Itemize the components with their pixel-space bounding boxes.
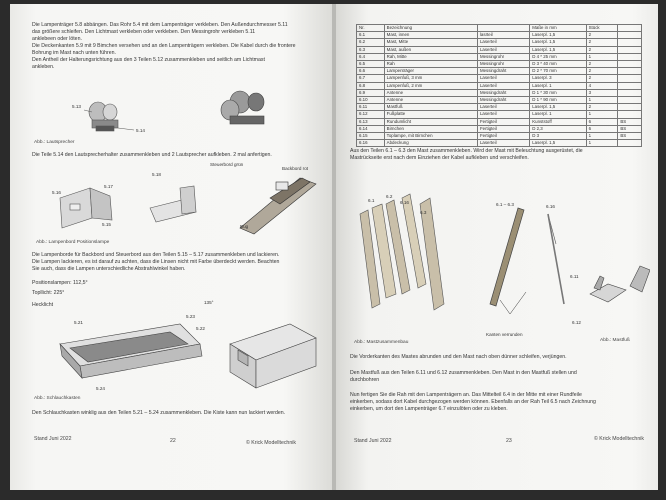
- table-row: [357, 125, 642, 132]
- table-cell: Kunststoff: [530, 118, 586, 125]
- table-cell: [618, 140, 642, 147]
- table-cell: D 1 * 90 mm: [530, 97, 586, 104]
- table-row: [357, 39, 642, 46]
- table-cell: 2: [586, 104, 618, 111]
- footer-brand-left: © Krick Modelltechnik: [246, 440, 296, 446]
- table-cell: [618, 104, 642, 111]
- table-cell: Laserteil: [477, 75, 529, 82]
- table-cell: [618, 53, 642, 60]
- label-5-17: 5.17: [104, 184, 113, 189]
- caption-mast-foot: Abb.: Mastfuß: [600, 338, 630, 343]
- table-cell: Laserteil: [477, 111, 529, 118]
- table-cell: [618, 32, 642, 39]
- table-header-row: [357, 25, 642, 32]
- page-number-left: 22: [170, 438, 176, 444]
- label-6-1: 6.1: [368, 198, 375, 203]
- table-cell: Lampenfuß, 3 mm: [384, 75, 477, 82]
- table-cell: 2: [586, 39, 618, 46]
- table-cell: 6.10: [357, 97, 385, 104]
- page-22: [10, 4, 332, 490]
- intro-paragraph: Die Lampenträger 5.8 abbängen. Das Rohr 5.4 mit dem Lampenträger verkleben. Den Außendurchmesser 5.11 das größere schleifen. Den Lichtmast verkleben oder verkleben. Den Messingrohr verkleben 5.11 anklebeen oder löten. Die Deckenkanten 5.9 mit 9 Bimchen versehen und an den Lampenträgern verkleben. Die Kabel durch die frontere Bohrung im Mast nach unten führen. Den Antheil der Halterungsrichtung aus den 3 Teilen 5.12 zusammenkleben und seitlich am Lichtmast ankleben.: [32, 22, 296, 70]
- label-6-2: 6.2: [386, 194, 393, 199]
- mast-paragraph: Aus den Teilen 6.1 – 6.3 den Mast zusammenkleben. Wird der Mast mit Beleuchtung ausgerüstet, die Mastrückseite erst nach dem Einziehen der Kabel aufkleben und verschleifen.: [350, 148, 583, 161]
- label-5-21: 5.21: [74, 320, 83, 325]
- table-row: [357, 104, 642, 111]
- table-cell: 6.15: [357, 133, 385, 140]
- table-cell: 3: [586, 89, 618, 96]
- table-row: [357, 32, 642, 39]
- table-cell: Laserpl. 1,5: [530, 32, 586, 39]
- table-cell: Laserteil: [477, 140, 529, 147]
- table-cell: D 1 * 30 mm: [530, 89, 586, 96]
- table-cell: 6.7: [357, 75, 385, 82]
- label-135: 135°: [204, 300, 214, 305]
- col-extra: [618, 25, 642, 32]
- mast-assembly-drawing: [350, 174, 650, 334]
- label-6-12: 6.12: [572, 320, 581, 325]
- table-cell: 6.5: [357, 61, 385, 68]
- label-6-1-6-3: 6.1 – 6.3: [496, 202, 514, 207]
- lamp-paragraph: Die Lampenborde für Backbord und Steuerbord aus den Teilen 5.15 – 5.17 zusammenkleben und lackieren. Die Lampen lackieren, es ist darauf zu achten, dass die Linsen nicht mit Farbe überdeckt werden. Beachten Sie auch, dass die Lampen unterschiedliche Abstrahlwinkel haben.: [32, 252, 280, 272]
- table-cell: 4: [586, 82, 618, 89]
- label-5-14: 5.14: [136, 128, 145, 133]
- yard-paragraph: Nun fertigen Sie die Rah mit den Lampenträgern an. Das Mittelteil 6.4 in der Mitte mit einer Rundfeile einkerben, sodass dort Kabel durchgezogen werden können. Ebenfalls an der Rah Teil 6.5 nach Zeichnung einkerben, um dort den Lampenträger 6.7 einzulöten oder zu kleben.: [350, 392, 596, 412]
- label-5-18: 5.18: [152, 172, 161, 177]
- label-5-22: 5.22: [196, 326, 205, 331]
- table-cell: Rundumlicht: [384, 118, 477, 125]
- label-5-23: 5.23: [186, 314, 195, 319]
- table-cell: 6.8: [357, 82, 385, 89]
- table-cell: 2: [586, 75, 618, 82]
- lamp-bracket-drawing: [40, 168, 320, 238]
- table-row: [357, 118, 642, 125]
- parts-table: [356, 24, 642, 147]
- table-cell: [618, 82, 642, 89]
- page-23: [336, 4, 658, 490]
- page-number-right: 23: [506, 438, 512, 444]
- table-cell: Toplampe, mit Birnchen: [384, 133, 477, 140]
- table-cell: Laserpl. 1,5: [530, 39, 586, 46]
- table-cell: Lampenträger: [384, 68, 477, 75]
- label-edges-rounded: Kanten verrunden: [486, 332, 523, 337]
- table-cell: Rah, Mitte: [384, 53, 477, 60]
- position-lamp-angle: Positionslampen: 112,5°: [32, 280, 88, 286]
- table-cell: Mast, außen: [384, 46, 477, 53]
- table-cell: Messingdraht: [477, 68, 529, 75]
- table-cell: Fertigteil: [477, 133, 529, 140]
- table-cell: [618, 97, 642, 104]
- table-row: [357, 75, 642, 82]
- table-cell: [618, 46, 642, 53]
- table-cell: 6.16: [357, 140, 385, 147]
- col-masse: Maße in mm: [530, 25, 586, 32]
- table-row: [357, 53, 642, 60]
- table-cell: [618, 61, 642, 68]
- table-cell: 1: [586, 97, 618, 104]
- table-cell: 2: [586, 61, 618, 68]
- caption-speaker: Abb.: Lautsprecher: [34, 140, 75, 145]
- caption-mast-assembly: Abb.: Mastzusammenbau: [354, 340, 409, 345]
- col-typ: [477, 25, 529, 32]
- label-5-24: 5.24: [96, 386, 105, 391]
- table-cell: 6: [586, 118, 618, 125]
- table-row: [357, 140, 642, 147]
- footer-date-left: Stand Juni 2022: [34, 436, 72, 442]
- hose-box-paragraph: Den Schlauchkasten winklig aus den Teilen 5.21 – 5.24 zusammenkleben. Die Kiste kann nun lackiert werden.: [32, 410, 286, 416]
- table-cell: Laserpl. 1: [530, 111, 586, 118]
- col-nr: Nr.: [357, 25, 385, 32]
- table-cell: 6.14: [357, 125, 385, 132]
- table-cell: D 4 * 25 mm: [530, 53, 586, 60]
- table-cell: 6.6: [357, 68, 385, 75]
- speaker-paragraph: Die Teile 5.14 den Lautsprecherhalter zusammenkleben und 2 Lautsprecher aufkleben. 2 mal anfertigen.: [32, 152, 272, 158]
- table-cell: Mastfuß: [384, 104, 477, 111]
- table-cell: 2: [586, 68, 618, 75]
- table-cell: D 2 * 70 mm: [530, 68, 586, 75]
- label-6-11: 6.11: [570, 274, 579, 279]
- label-bug: Bug: [240, 224, 249, 229]
- table-cell: Fertigteil: [477, 125, 529, 132]
- table-cell: BS: [618, 118, 642, 125]
- table-cell: 6.1: [357, 32, 385, 39]
- table-cell: 2: [586, 32, 618, 39]
- speaker-drawing: [70, 90, 300, 150]
- table-cell: Laserpl. 3: [530, 75, 586, 82]
- caption-lamp-bracket: Abb.: Lampenbord Positionslampe: [36, 240, 110, 245]
- table-cell: Fertigteil: [477, 118, 529, 125]
- table-cell: Mast, innen: [384, 32, 477, 39]
- table-cell: Antenne: [384, 89, 477, 96]
- table-row: [357, 111, 642, 118]
- table-cell: Mast, Mitte: [384, 39, 477, 46]
- table-cell: Laserpl. 1,5: [530, 46, 586, 53]
- table-cell: Laserteil: [477, 82, 529, 89]
- label-backbord: Backbord rot: [282, 166, 309, 171]
- label-6-3: 6.3: [420, 210, 427, 215]
- stern-light-label: Hecklicht: [32, 302, 54, 308]
- top-light-angle: Topllicht: 225°: [32, 290, 65, 296]
- table-cell: D 2,3: [530, 125, 586, 132]
- table-cell: D 3: [530, 133, 586, 140]
- table-cell: 6.4: [357, 53, 385, 60]
- table-cell: 6.3: [357, 46, 385, 53]
- table-cell: 1: [586, 140, 618, 147]
- table-cell: 6.12: [357, 111, 385, 118]
- table-cell: BS: [618, 125, 642, 132]
- col-bezeichnung: Bezeichnung: [384, 25, 477, 32]
- table-cell: [618, 68, 642, 75]
- footer-date-right: Stand Juni 2022: [354, 438, 392, 444]
- label-5-16: 5.16: [52, 190, 61, 195]
- table-cell: 6.2: [357, 39, 385, 46]
- table-cell: Laserpl. 1,5: [530, 104, 586, 111]
- table-cell: Rah: [384, 61, 477, 68]
- table-cell: Abdeckung: [384, 140, 477, 147]
- footer-brand-right: © Krick Modelltechnik: [594, 436, 644, 442]
- table-cell: 1: [586, 111, 618, 118]
- table-cell: Lampenfuß, 2 mm: [384, 82, 477, 89]
- table-cell: D 3 * 40 mm: [530, 61, 586, 68]
- table-cell: Antenne: [384, 97, 477, 104]
- table-cell: Messingrohr: [477, 61, 529, 68]
- caption-hose-box: Abb.: Schlauchkasten: [34, 396, 81, 401]
- table-cell: lasrteil: [477, 32, 529, 39]
- table-cell: 2: [586, 46, 618, 53]
- table-cell: 1: [586, 133, 618, 140]
- table-cell: Laserteil: [477, 104, 529, 111]
- table-row: [357, 89, 642, 96]
- table-row: [357, 68, 642, 75]
- table-cell: Messingrohr: [477, 53, 529, 60]
- label-6-16-a: 6.16: [400, 200, 409, 205]
- table-cell: [618, 39, 642, 46]
- label-5-15: 5.15: [102, 222, 111, 227]
- table-cell: Laserpl. 1,5: [530, 140, 586, 147]
- table-cell: 6.13: [357, 118, 385, 125]
- table-row: [357, 46, 642, 53]
- table-cell: [618, 89, 642, 96]
- table-cell: BS: [618, 133, 642, 140]
- label-5-13: 5.13: [72, 104, 81, 109]
- table-cell: 1: [586, 53, 618, 60]
- table-cell: 6: [586, 125, 618, 132]
- table-cell: [618, 75, 642, 82]
- table-cell: Laserteil: [477, 46, 529, 53]
- table-cell: Fußplatte: [384, 111, 477, 118]
- label-steuerbord: Steuerbord grün: [210, 162, 244, 167]
- label-6-16-b: 6.16: [546, 204, 555, 209]
- table-cell: Laserteil: [477, 39, 529, 46]
- table-cell: Messingdraht: [477, 89, 529, 96]
- hose-box-drawing: [40, 304, 320, 394]
- table-cell: Birnchen: [384, 125, 477, 132]
- col-stueck: Stück: [586, 25, 618, 32]
- table-cell: [618, 111, 642, 118]
- table-row: [357, 97, 642, 104]
- front-edges-paragraph: Die Vorderkanten des Mastes abrunden und den Mast nach oben dünner schleifen, verjüngen.: [350, 354, 567, 360]
- table-row: [357, 82, 642, 89]
- table-row: [357, 61, 642, 68]
- mast-foot-paragraph: Den Mastfuß aus den Teilen 6.11 und 6.12 zusammenkleben. Den Mast in den Mastfuß stellen und durchbohren: [350, 370, 577, 383]
- table-cell: Messingdraht: [477, 97, 529, 104]
- table-cell: 6.11: [357, 104, 385, 111]
- table-cell: Laserpl. 1: [530, 82, 586, 89]
- table-row: [357, 133, 642, 140]
- booklet-spread: [10, 4, 658, 492]
- table-cell: 6.9: [357, 89, 385, 96]
